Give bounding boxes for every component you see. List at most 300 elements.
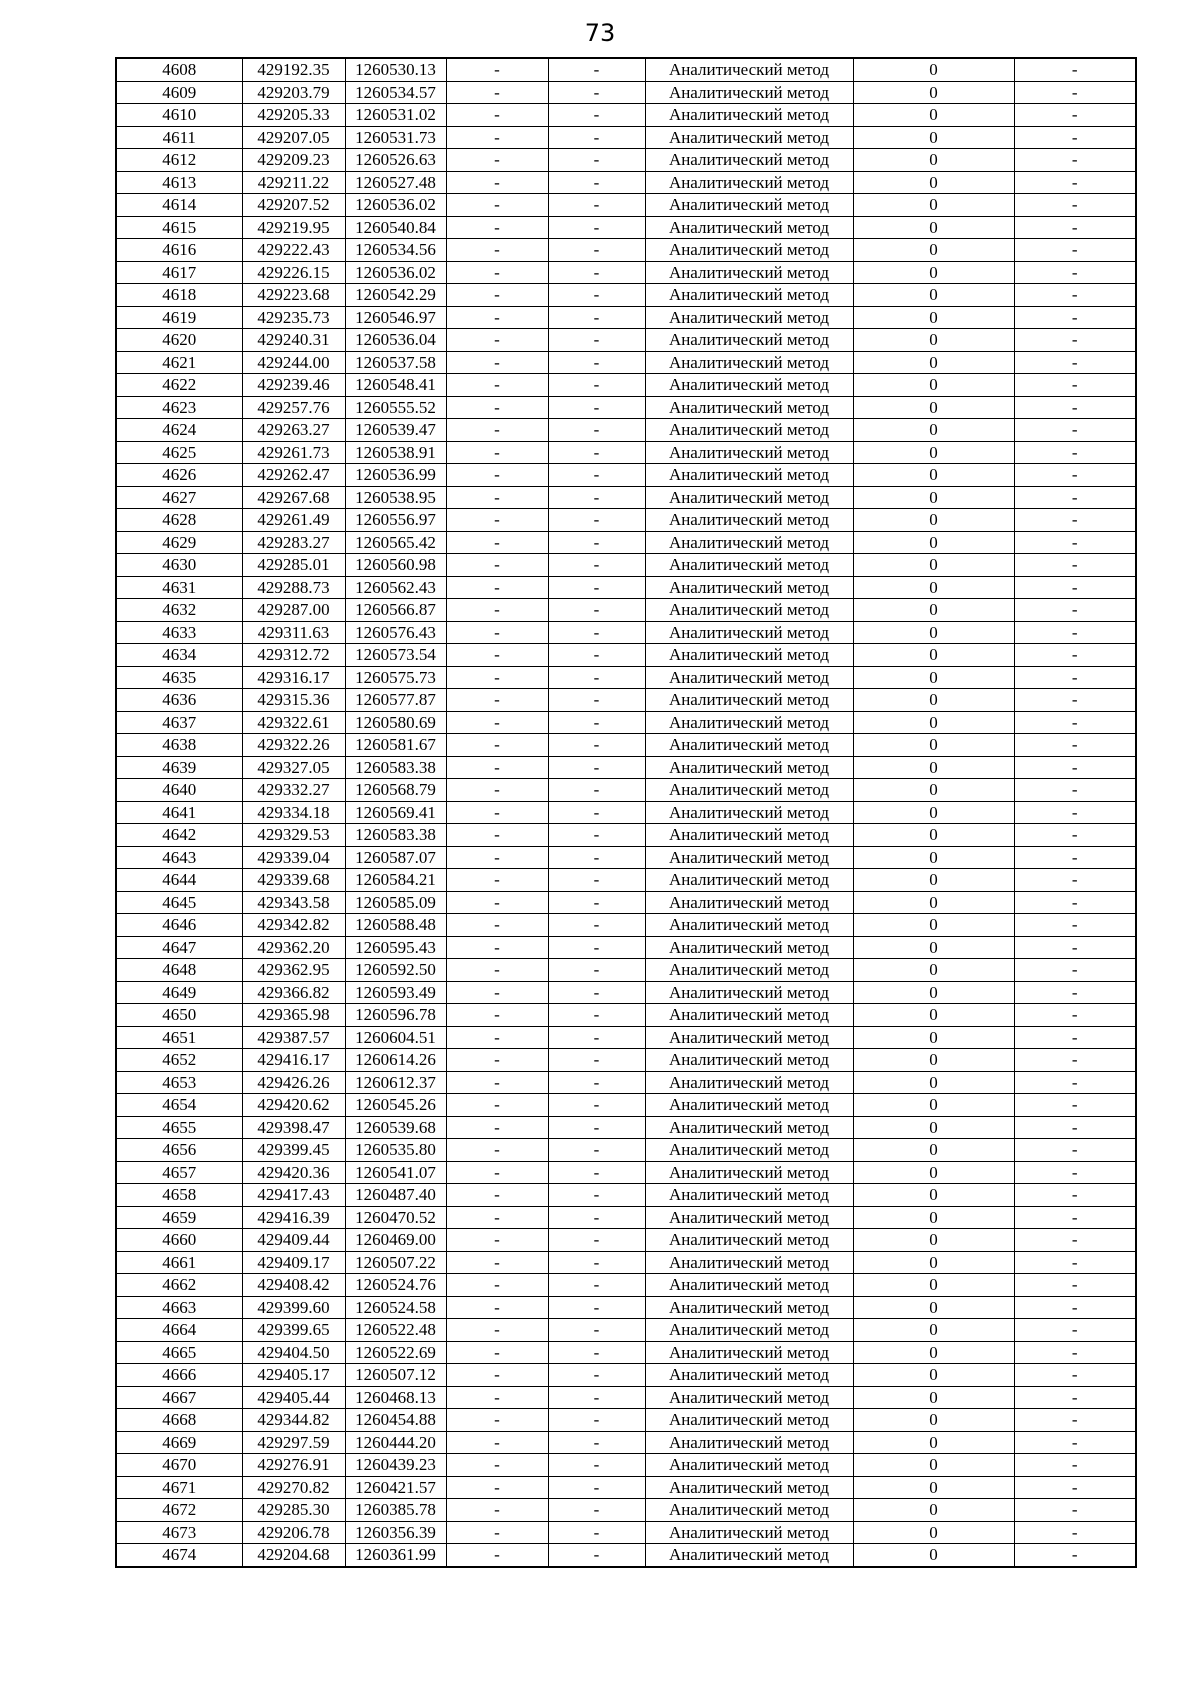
x-coordinate-cell: 429211.22	[242, 171, 345, 194]
table-row	[116, 621, 1136, 644]
y-coordinate-cell: 1260604.51	[345, 1026, 446, 1049]
x-coordinate-cell: 429223.68	[242, 284, 345, 307]
accuracy-cell: 0	[853, 981, 1014, 1004]
point-number-cell: 4611	[116, 126, 242, 149]
dash-cell-3: -	[1014, 1274, 1136, 1297]
y-coordinate-cell: 1260361.99	[345, 1544, 446, 1567]
x-coordinate-cell: 429342.82	[242, 914, 345, 937]
table-row	[116, 419, 1136, 442]
dash-cell-2: -	[548, 509, 645, 532]
page-number: 73	[584, 19, 616, 47]
dash-cell-2: -	[548, 149, 645, 172]
method-cell: Аналитический метод	[645, 194, 853, 217]
point-number-cell: 4654	[116, 1094, 242, 1117]
dash-cell-3: -	[1014, 936, 1136, 959]
method-cell: Аналитический метод	[645, 396, 853, 419]
dash-cell-2: -	[548, 1341, 645, 1364]
dash-cell-1: -	[446, 531, 548, 554]
table-row	[116, 869, 1136, 892]
accuracy-cell: 0	[853, 396, 1014, 419]
x-coordinate-cell: 429416.39	[242, 1206, 345, 1229]
accuracy-cell: 0	[853, 329, 1014, 352]
y-coordinate-cell: 1260548.41	[345, 374, 446, 397]
dash-cell-3: -	[1014, 846, 1136, 869]
dash-cell-2: -	[548, 689, 645, 712]
y-coordinate-cell: 1260569.41	[345, 801, 446, 824]
method-cell: Аналитический метод	[645, 486, 853, 509]
dash-cell-3: -	[1014, 441, 1136, 464]
method-cell: Аналитический метод	[645, 1319, 853, 1342]
y-coordinate-cell: 1260568.79	[345, 779, 446, 802]
x-coordinate-cell: 429332.27	[242, 779, 345, 802]
accuracy-cell: 0	[853, 239, 1014, 262]
point-number-cell: 4632	[116, 599, 242, 622]
dash-cell-2: -	[548, 846, 645, 869]
y-coordinate-cell: 1260593.49	[345, 981, 446, 1004]
table-row	[116, 351, 1136, 374]
accuracy-cell: 0	[853, 1094, 1014, 1117]
dash-cell-2: -	[548, 351, 645, 374]
accuracy-cell: 0	[853, 1139, 1014, 1162]
dash-cell-1: -	[446, 464, 548, 487]
dash-cell-1: -	[446, 711, 548, 734]
table-row	[116, 306, 1136, 329]
table-row	[116, 824, 1136, 847]
table-row	[116, 1116, 1136, 1139]
accuracy-cell: 0	[853, 824, 1014, 847]
method-cell: Аналитический метод	[645, 81, 853, 104]
dash-cell-2: -	[548, 1094, 645, 1117]
dash-cell-2: -	[548, 621, 645, 644]
method-cell: Аналитический метод	[645, 1229, 853, 1252]
dash-cell-1: -	[446, 351, 548, 374]
dash-cell-3: -	[1014, 509, 1136, 532]
dash-cell-2: -	[548, 1319, 645, 1342]
y-coordinate-cell: 1260536.04	[345, 329, 446, 352]
method-cell: Аналитический метод	[645, 711, 853, 734]
method-cell: Аналитический метод	[645, 779, 853, 802]
dash-cell-3: -	[1014, 464, 1136, 487]
table-row	[116, 81, 1136, 104]
y-coordinate-cell: 1260421.57	[345, 1476, 446, 1499]
y-coordinate-cell: 1260560.98	[345, 554, 446, 577]
y-coordinate-cell: 1260524.76	[345, 1274, 446, 1297]
x-coordinate-cell: 429417.43	[242, 1184, 345, 1207]
accuracy-cell: 0	[853, 1544, 1014, 1567]
accuracy-cell: 0	[853, 58, 1014, 81]
table-row	[116, 1206, 1136, 1229]
accuracy-cell: 0	[853, 1274, 1014, 1297]
table-row	[116, 486, 1136, 509]
table-row	[116, 374, 1136, 397]
x-coordinate-cell: 429420.36	[242, 1161, 345, 1184]
method-cell: Аналитический метод	[645, 58, 853, 81]
dash-cell-2: -	[548, 104, 645, 127]
method-cell: Аналитический метод	[645, 1206, 853, 1229]
x-coordinate-cell: 429327.05	[242, 756, 345, 779]
accuracy-cell: 0	[853, 621, 1014, 644]
dash-cell-3: -	[1014, 621, 1136, 644]
point-number-cell: 4664	[116, 1319, 242, 1342]
dash-cell-1: -	[446, 329, 548, 352]
dash-cell-3: -	[1014, 1026, 1136, 1049]
accuracy-cell: 0	[853, 666, 1014, 689]
dash-cell-3: -	[1014, 1521, 1136, 1544]
dash-cell-3: -	[1014, 1364, 1136, 1387]
dash-cell-2: -	[548, 374, 645, 397]
table-row	[116, 1454, 1136, 1477]
dash-cell-1: -	[446, 1049, 548, 1072]
dash-cell-1: -	[446, 1251, 548, 1274]
accuracy-cell: 0	[853, 554, 1014, 577]
accuracy-cell: 0	[853, 1296, 1014, 1319]
method-cell: Аналитический метод	[645, 1071, 853, 1094]
table-row	[116, 509, 1136, 532]
y-coordinate-cell: 1260385.78	[345, 1499, 446, 1522]
x-coordinate-cell: 429398.47	[242, 1116, 345, 1139]
accuracy-cell: 0	[853, 869, 1014, 892]
dash-cell-2: -	[548, 396, 645, 419]
x-coordinate-cell: 429362.95	[242, 959, 345, 982]
dash-cell-3: -	[1014, 1476, 1136, 1499]
y-coordinate-cell: 1260614.26	[345, 1049, 446, 1072]
dash-cell-1: -	[446, 1296, 548, 1319]
accuracy-cell: 0	[853, 711, 1014, 734]
accuracy-cell: 0	[853, 1341, 1014, 1364]
x-coordinate-cell: 429409.44	[242, 1229, 345, 1252]
dash-cell-1: -	[446, 81, 548, 104]
table-row	[116, 329, 1136, 352]
accuracy-cell: 0	[853, 81, 1014, 104]
dash-cell-1: -	[446, 1004, 548, 1027]
x-coordinate-cell: 429404.50	[242, 1341, 345, 1364]
point-number-cell: 4660	[116, 1229, 242, 1252]
method-cell: Аналитический метод	[645, 1521, 853, 1544]
y-coordinate-cell: 1260575.73	[345, 666, 446, 689]
accuracy-cell: 0	[853, 149, 1014, 172]
dash-cell-2: -	[548, 644, 645, 667]
x-coordinate-cell: 429207.05	[242, 126, 345, 149]
dash-cell-1: -	[446, 509, 548, 532]
accuracy-cell: 0	[853, 1116, 1014, 1139]
dash-cell-1: -	[446, 1139, 548, 1162]
point-number-cell: 4642	[116, 824, 242, 847]
y-coordinate-cell: 1260469.00	[345, 1229, 446, 1252]
point-number-cell: 4665	[116, 1341, 242, 1364]
y-coordinate-cell: 1260539.68	[345, 1116, 446, 1139]
accuracy-cell: 0	[853, 1184, 1014, 1207]
accuracy-cell: 0	[853, 1206, 1014, 1229]
dash-cell-2: -	[548, 58, 645, 81]
dash-cell-1: -	[446, 801, 548, 824]
x-coordinate-cell: 429287.00	[242, 599, 345, 622]
x-coordinate-cell: 429339.04	[242, 846, 345, 869]
method-cell: Аналитический метод	[645, 1341, 853, 1364]
dash-cell-1: -	[446, 779, 548, 802]
dash-cell-2: -	[548, 1004, 645, 1027]
dash-cell-3: -	[1014, 1139, 1136, 1162]
dash-cell-2: -	[548, 284, 645, 307]
dash-cell-2: -	[548, 1296, 645, 1319]
y-coordinate-cell: 1260566.87	[345, 599, 446, 622]
method-cell: Аналитический метод	[645, 306, 853, 329]
dash-cell-1: -	[446, 1274, 548, 1297]
dash-cell-3: -	[1014, 801, 1136, 824]
dash-cell-3: -	[1014, 689, 1136, 712]
method-cell: Аналитический метод	[645, 239, 853, 262]
table-row	[116, 1251, 1136, 1274]
dash-cell-3: -	[1014, 531, 1136, 554]
x-coordinate-cell: 429209.23	[242, 149, 345, 172]
x-coordinate-cell: 429322.26	[242, 734, 345, 757]
accuracy-cell: 0	[853, 779, 1014, 802]
x-coordinate-cell: 429276.91	[242, 1454, 345, 1477]
accuracy-cell: 0	[853, 1454, 1014, 1477]
point-number-cell: 4614	[116, 194, 242, 217]
dash-cell-2: -	[548, 981, 645, 1004]
accuracy-cell: 0	[853, 1386, 1014, 1409]
accuracy-cell: 0	[853, 644, 1014, 667]
dash-cell-1: -	[446, 58, 548, 81]
dash-cell-3: -	[1014, 171, 1136, 194]
y-coordinate-cell: 1260612.37	[345, 1071, 446, 1094]
dash-cell-1: -	[446, 1071, 548, 1094]
table-row	[116, 846, 1136, 869]
accuracy-cell: 0	[853, 1319, 1014, 1342]
table-row	[116, 1319, 1136, 1342]
accuracy-cell: 0	[853, 936, 1014, 959]
accuracy-cell: 0	[853, 914, 1014, 937]
accuracy-cell: 0	[853, 1431, 1014, 1454]
dash-cell-2: -	[548, 464, 645, 487]
y-coordinate-cell: 1260576.43	[345, 621, 446, 644]
accuracy-cell: 0	[853, 374, 1014, 397]
point-number-cell: 4656	[116, 1139, 242, 1162]
accuracy-cell: 0	[853, 1004, 1014, 1027]
dash-cell-1: -	[446, 1454, 548, 1477]
dash-cell-3: -	[1014, 779, 1136, 802]
point-number-cell: 4619	[116, 306, 242, 329]
table-row	[116, 554, 1136, 577]
dash-cell-1: -	[446, 1116, 548, 1139]
method-cell: Аналитический метод	[645, 1499, 853, 1522]
table-row	[116, 1476, 1136, 1499]
dash-cell-1: -	[446, 1094, 548, 1117]
x-coordinate-cell: 429285.01	[242, 554, 345, 577]
dash-cell-1: -	[446, 1409, 548, 1432]
dash-cell-1: -	[446, 869, 548, 892]
dash-cell-2: -	[548, 329, 645, 352]
y-coordinate-cell: 1260522.48	[345, 1319, 446, 1342]
dash-cell-2: -	[548, 936, 645, 959]
dash-cell-2: -	[548, 239, 645, 262]
accuracy-cell: 0	[853, 261, 1014, 284]
dash-cell-2: -	[548, 1521, 645, 1544]
dash-cell-1: -	[446, 824, 548, 847]
y-coordinate-cell: 1260526.63	[345, 149, 446, 172]
dash-cell-2: -	[548, 1364, 645, 1387]
point-number-cell: 4638	[116, 734, 242, 757]
dash-cell-1: -	[446, 846, 548, 869]
y-coordinate-cell: 1260545.26	[345, 1094, 446, 1117]
point-number-cell: 4636	[116, 689, 242, 712]
point-number-cell: 4618	[116, 284, 242, 307]
dash-cell-2: -	[548, 869, 645, 892]
table-row	[116, 464, 1136, 487]
dash-cell-1: -	[446, 554, 548, 577]
accuracy-cell: 0	[853, 846, 1014, 869]
y-coordinate-cell: 1260555.52	[345, 396, 446, 419]
method-cell: Аналитический метод	[645, 1116, 853, 1139]
dash-cell-1: -	[446, 1431, 548, 1454]
x-coordinate-cell: 429315.36	[242, 689, 345, 712]
y-coordinate-cell: 1260539.47	[345, 419, 446, 442]
dash-cell-3: -	[1014, 1499, 1136, 1522]
y-coordinate-cell: 1260596.78	[345, 1004, 446, 1027]
point-number-cell: 4661	[116, 1251, 242, 1274]
dash-cell-2: -	[548, 1274, 645, 1297]
table-row	[116, 1139, 1136, 1162]
dash-cell-1: -	[446, 419, 548, 442]
dash-cell-1: -	[446, 621, 548, 644]
table-row	[116, 644, 1136, 667]
accuracy-cell: 0	[853, 1499, 1014, 1522]
accuracy-cell: 0	[853, 1409, 1014, 1432]
method-cell: Аналитический метод	[645, 554, 853, 577]
table-row	[116, 284, 1136, 307]
table-row	[116, 1341, 1136, 1364]
table-row	[116, 1296, 1136, 1319]
dash-cell-1: -	[446, 1206, 548, 1229]
point-number-cell: 4609	[116, 81, 242, 104]
y-coordinate-cell: 1260585.09	[345, 891, 446, 914]
y-coordinate-cell: 1260530.13	[345, 58, 446, 81]
y-coordinate-cell: 1260581.67	[345, 734, 446, 757]
table-row	[116, 891, 1136, 914]
y-coordinate-cell: 1260565.42	[345, 531, 446, 554]
dash-cell-1: -	[446, 126, 548, 149]
method-cell: Аналитический метод	[645, 171, 853, 194]
accuracy-cell: 0	[853, 1071, 1014, 1094]
dash-cell-3: -	[1014, 284, 1136, 307]
x-coordinate-cell: 429405.17	[242, 1364, 345, 1387]
dash-cell-2: -	[548, 1499, 645, 1522]
table-row	[116, 1409, 1136, 1432]
point-number-cell: 4657	[116, 1161, 242, 1184]
dash-cell-3: -	[1014, 869, 1136, 892]
dash-cell-3: -	[1014, 261, 1136, 284]
point-number-cell: 4625	[116, 441, 242, 464]
table-row	[116, 194, 1136, 217]
dash-cell-1: -	[446, 576, 548, 599]
y-coordinate-cell: 1260540.84	[345, 216, 446, 239]
method-cell: Аналитический метод	[645, 801, 853, 824]
point-number-cell: 4622	[116, 374, 242, 397]
point-number-cell: 4634	[116, 644, 242, 667]
x-coordinate-cell: 429311.63	[242, 621, 345, 644]
y-coordinate-cell: 1260536.99	[345, 464, 446, 487]
x-coordinate-cell: 429399.45	[242, 1139, 345, 1162]
y-coordinate-cell: 1260531.73	[345, 126, 446, 149]
x-coordinate-cell: 429192.35	[242, 58, 345, 81]
x-coordinate-cell: 429261.49	[242, 509, 345, 532]
dash-cell-2: -	[548, 1184, 645, 1207]
dash-cell-2: -	[548, 486, 645, 509]
dash-cell-1: -	[446, 1161, 548, 1184]
x-coordinate-cell: 429297.59	[242, 1431, 345, 1454]
dash-cell-3: -	[1014, 824, 1136, 847]
table-row	[116, 441, 1136, 464]
dash-cell-3: -	[1014, 306, 1136, 329]
x-coordinate-cell: 429420.62	[242, 1094, 345, 1117]
table-row	[116, 1544, 1136, 1567]
accuracy-cell: 0	[853, 171, 1014, 194]
method-cell: Аналитический метод	[645, 1544, 853, 1567]
dash-cell-3: -	[1014, 554, 1136, 577]
point-number-cell: 4621	[116, 351, 242, 374]
dash-cell-1: -	[446, 171, 548, 194]
method-cell: Аналитический метод	[645, 126, 853, 149]
point-number-cell: 4631	[116, 576, 242, 599]
table-row	[116, 126, 1136, 149]
dash-cell-2: -	[548, 891, 645, 914]
dash-cell-3: -	[1014, 1296, 1136, 1319]
x-coordinate-cell: 429283.27	[242, 531, 345, 554]
point-number-cell: 4662	[116, 1274, 242, 1297]
point-number-cell: 4649	[116, 981, 242, 1004]
y-coordinate-cell: 1260536.02	[345, 261, 446, 284]
dash-cell-1: -	[446, 261, 548, 284]
dash-cell-3: -	[1014, 1094, 1136, 1117]
dash-cell-3: -	[1014, 599, 1136, 622]
y-coordinate-cell: 1260584.21	[345, 869, 446, 892]
table-row	[116, 779, 1136, 802]
y-coordinate-cell: 1260527.48	[345, 171, 446, 194]
point-number-cell: 4645	[116, 891, 242, 914]
y-coordinate-cell: 1260588.48	[345, 914, 446, 937]
table-row	[116, 936, 1136, 959]
method-cell: Аналитический метод	[645, 104, 853, 127]
y-coordinate-cell: 1260537.58	[345, 351, 446, 374]
point-number-cell: 4668	[116, 1409, 242, 1432]
dash-cell-1: -	[446, 599, 548, 622]
accuracy-cell: 0	[853, 284, 1014, 307]
y-coordinate-cell: 1260534.57	[345, 81, 446, 104]
point-number-cell: 4672	[116, 1499, 242, 1522]
method-cell: Аналитический метод	[645, 981, 853, 1004]
dash-cell-1: -	[446, 374, 548, 397]
point-number-cell: 4628	[116, 509, 242, 532]
dash-cell-1: -	[446, 756, 548, 779]
method-cell: Аналитический метод	[645, 1026, 853, 1049]
dash-cell-2: -	[548, 554, 645, 577]
x-coordinate-cell: 429408.42	[242, 1274, 345, 1297]
method-cell: Аналитический метод	[645, 441, 853, 464]
dash-cell-1: -	[446, 644, 548, 667]
dash-cell-3: -	[1014, 666, 1136, 689]
y-coordinate-cell: 1260524.58	[345, 1296, 446, 1319]
dash-cell-1: -	[446, 149, 548, 172]
method-cell: Аналитический метод	[645, 1296, 853, 1319]
point-number-cell: 4659	[116, 1206, 242, 1229]
y-coordinate-cell: 1260562.43	[345, 576, 446, 599]
dash-cell-2: -	[548, 1386, 645, 1409]
point-number-cell: 4608	[116, 58, 242, 81]
method-cell: Аналитический метод	[645, 1251, 853, 1274]
y-coordinate-cell: 1260538.95	[345, 486, 446, 509]
dash-cell-3: -	[1014, 756, 1136, 779]
y-coordinate-cell: 1260538.91	[345, 441, 446, 464]
